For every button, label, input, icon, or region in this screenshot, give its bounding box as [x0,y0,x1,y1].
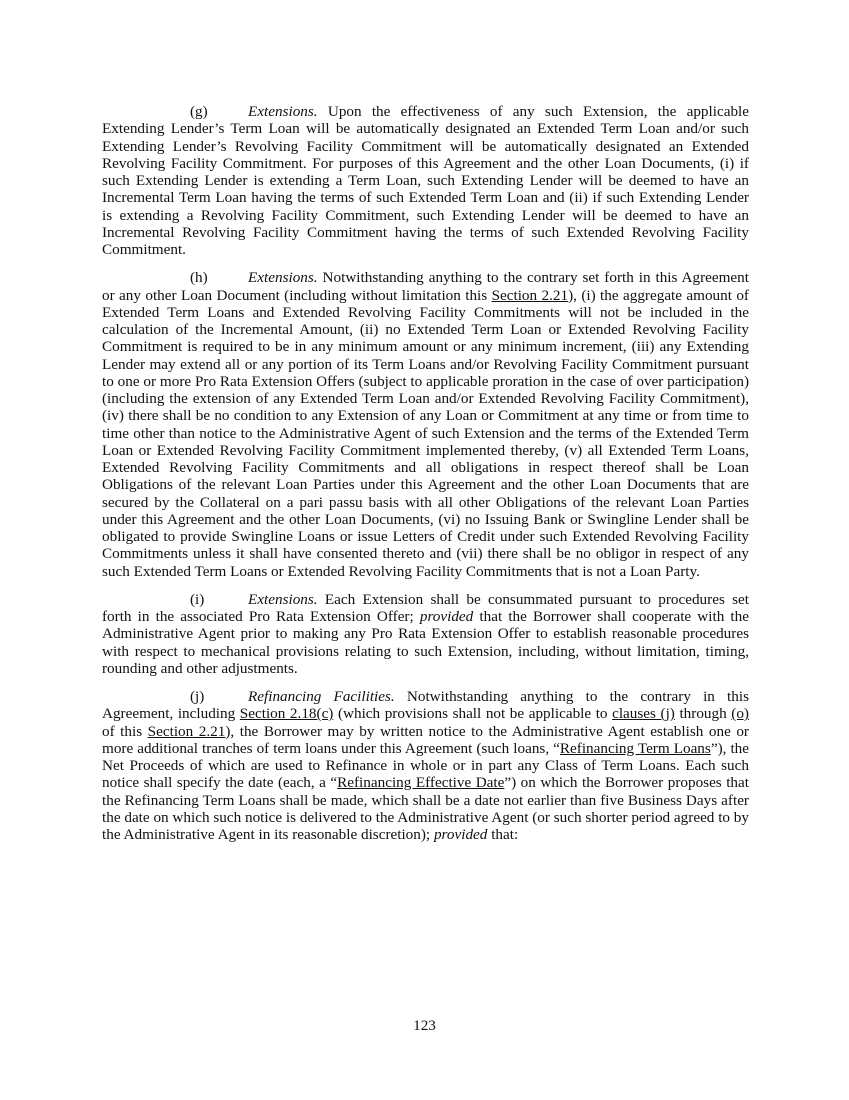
text-run: of this [102,722,148,740]
text-run: Notwithstanding anything to the contrary in this Agreement, including [102,688,749,723]
text-run: (which provisions shall not be applicable to [333,705,613,723]
clause-label: (h) [190,269,208,287]
text-run: that the Borrower shall cooperate with the Administrative Agent prior to making any Pro Rata Extension Offer to establish reasonable procedures with respect to mechanical provisions relating to such Extension, including, without limitation, timing, rounding and other adjustments. [102,608,749,677]
text-run: ”), the Net Proceeds of which are used to Refinance in whole or in part any Class of Term Loans. Each such notice shall specify the date (each, a “ [102,739,749,792]
document-page [102,103,749,854]
text-run: through [674,705,732,723]
cross-reference: (o) [731,705,749,723]
cross-reference: Refinancing Effective Date [337,774,505,792]
cross-reference: clauses (j) [612,705,675,723]
cross-reference: Section 2.21 [147,722,226,740]
paragraph-i [102,591,749,677]
clause-label: (j) [190,688,205,705]
italic-text: provided [433,826,488,843]
clause-label: (g) [190,103,208,120]
italic-text: provided [419,608,474,625]
italic-text: Refinancing Facilities. [248,688,395,705]
paragraph-h [102,269,749,580]
page-number: 123 [413,1017,436,1034]
paragraph-g [102,103,749,258]
italic-text: Extensions. [248,269,318,287]
text-run: ”) on which the Borrower proposes that the Refinancing Term Loans shall be made, which shall be a date not earlier than five Business Days after the date on which such notice is delivered to the Administrative Agent (or such shorter period agreed to by the Administrative Agent in its reasonable discretion); [102,774,749,843]
cross-reference: Section 2.18(c) [239,705,334,723]
text-run: Each Extension shall be consummated pursuant to procedures set forth in the associated Pro Rata Extension Offer; [102,590,749,625]
text-run: Notwithstanding anything to the contrary set forth in this Agreement or any other Loan Document (including without limitation this [102,269,749,304]
paragraph-j [102,688,749,843]
cross-reference: Section 2.21 [491,286,569,304]
text-run: that: [487,826,519,843]
text-run: ), (i) the aggregate amount of Extended Term Loans and Extended Revolving Facility Commitments will not be included in the calculation of the Incremental Amount, (ii) no Extended Term Loan or Extended Revolving Facility Commitment is required to be in any minimum amount or any minimum increment, (iii) any Extending Lender may extend all or any portion of its Term Loans and/or Revolving Facility Commitment pursuant to one or more Pro Rata Extension Offers (subject to applicable proration in the case of over participation) (including the extension of any Extended Term Loan and/or Extended Revolving Facility Commitment), (iv) there shall be no condition to any Extension of any Loan or Commitment at any time or from time to time other than notice to the Administrative Agent of such Extension and the terms of the Extended Term Loan or Extended Revolving Facility Commitment implemented thereby, (v) all Extended Term Loans, Extended Revolving Facility Commitments and all obligations in respect thereof shall be Loan Obligations of the relevant Loan Parties under this Agreement and the other Loan Documents that are secured by the Collateral on a pari passu basis with all other Obligations of the relevant Loan Parties under this Agreement and the other Loan Documents, (vi) no Issuing Bank or Swingline Lender shall be obligated to provide Swingline Loans or issue Letters of Credit under such Extended Revolving Facility Commitments unless it shall have consented thereto and (vii) there shall be no obligor in respect of any such Extended Term Loans or Extended Revolving Facility Commitments that is not a Loan Party. [102,286,749,580]
text-run: Upon the effectiveness of any such Extension, the applicable Extending Lender’s Term Loan will be automatically designated an Extended Term Loan and/or such Extending Lender’s Revolving Facility Commitment will be automatically designated an Extended Revolving Facility Commitment. For purposes of this Agreement and the other Loan Documents, (i) if such Extending Lender is extending a Term Loan, such Extending Lender will be deemed to have an Incremental Term Loan having the terms of such Extended Term Loan and (ii) if such Extending Lender is extending a Revolving Facility Commitment, such Extending Lender will be deemed to have an Incremental Revolving Facility Commitment having the terms of such Extended Revolving Facility Commitment. [102,103,749,258]
italic-text: Extensions. [248,590,318,608]
italic-text: Extensions. [248,103,318,120]
cross-reference: Refinancing Term Loans [559,739,711,757]
clause-label: (i) [190,590,205,608]
text-run: ), the Borrower may by written notice to the Administrative Agent establish one or more additional tranches of term loans under this Agreement (such loans, “ [102,722,749,757]
